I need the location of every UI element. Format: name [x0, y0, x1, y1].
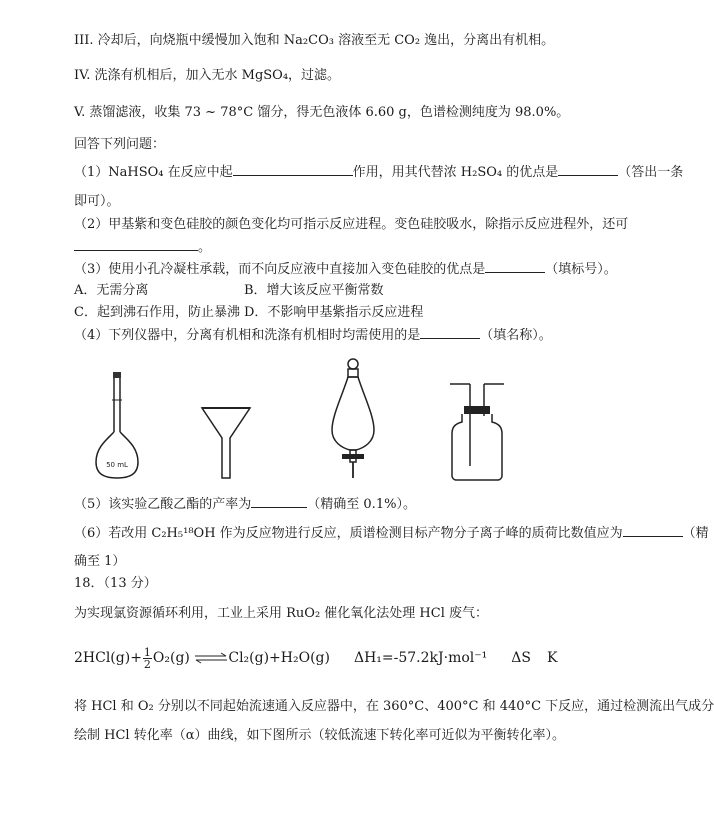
step-4: IV. 洗涤有机相后，加入无水 MgSO₄，过滤。 — [74, 68, 341, 83]
funnel-icon — [200, 404, 252, 480]
equation-oxygen: O₂(g) — [152, 650, 190, 666]
reaction-equation — [74, 644, 557, 672]
question-1-cont: 即可）。 — [74, 194, 120, 209]
answer-blank — [233, 163, 353, 176]
fraction-numerator: 1 — [143, 645, 151, 659]
question-3-option-b: B．增大该反应平衡常数 — [244, 283, 384, 298]
question-1-text-c: （答出一条 — [618, 165, 684, 180]
gas-washing-bottle-icon — [446, 376, 508, 482]
question-2: （2）甲基紫和变色硅胶的颜色变化均可指示反应进程。变色硅胶吸水，除指示反应进程外，还可 — [74, 217, 629, 232]
question-1-text-a: （1）NaHSO₄ 在反应中起 — [74, 165, 233, 180]
question-3-option-a: A．无需分离 — [74, 283, 149, 298]
equation-right: Cl₂(g)+H₂O(g) — [228, 650, 330, 666]
question-3-text-a: （3）使用小孔冷凝柱承载，而不向反应液中直接加入变色硅胶的优点是 — [74, 262, 486, 277]
flask-label: 50 mL — [106, 461, 128, 469]
question-3-option-d: D．不影响甲基紫指示反应进程 — [244, 305, 424, 320]
question-5 — [74, 495, 416, 514]
equilibrium-constant: K — [546, 650, 558, 666]
question-18-intro: 为实现氯资源循环利用，工业上采用 RuO₂ 催化氧化法处理 HCl 废气： — [74, 606, 489, 621]
question-2-cont — [74, 238, 211, 257]
step-5: V. 蒸馏滤液，收集 73 ~ 78°C 馏分，得无色液体 6.60 g，色谱检测纯度为 98.0%。 — [74, 105, 570, 120]
question-18-paragraph-1: 将 HCl 和 O₂ 分别以不同起始流速通入反应器中，在 360°C、400°C 和 440°C 下反应，通过检测流出气成分 — [74, 699, 714, 714]
question-6-text-a: （6）若改用 C₂H₅¹⁸OH 作为反应物进行反应，质谱检测目标产物分子离子峰的质荷比数值应为 — [74, 526, 623, 541]
equation-left: 2HCl(g)+ — [74, 650, 142, 666]
answer-blank — [420, 326, 480, 339]
volumetric-flask-icon — [88, 370, 148, 482]
answer-blank — [558, 163, 618, 176]
question-3-option-c: C．起到沸石作用，防止暴沸 — [74, 305, 240, 320]
question-1 — [74, 163, 683, 182]
fraction-denominator: 2 — [143, 657, 151, 671]
step-3: III. 冷却后，向烧瓶中缓慢加入饱和 Na₂CO₃ 溶液至无 CO₂ 逸出，分离出有机相。 — [74, 33, 555, 48]
answer-blank — [251, 495, 307, 508]
question-18-paragraph-2: 绘制 HCl 转化率（α）曲线，如下图所示（较低流速下转化率可近似为平衡转化率）。 — [74, 728, 565, 743]
answer-blank — [485, 260, 545, 273]
entropy-change: ΔS — [511, 650, 531, 666]
question-3 — [74, 260, 617, 279]
question-4-text-a: （4）下列仪器中，分离有机相和洗涤有机相时均需使用的是 — [74, 328, 421, 343]
equation-fraction — [143, 647, 152, 670]
question-6-text-b: （精 — [682, 526, 709, 541]
question-4-text-b: （填名称）。 — [480, 328, 552, 343]
question-2-text-b: 。 — [198, 240, 212, 255]
question-5-text-b: （精确至 0.1%）。 — [307, 497, 416, 512]
question-1-text-b: 作用，用其代替浓 H₂SO₄ 的优点是 — [352, 165, 559, 180]
enthalpy-change: ΔH₁=-57.2kJ·mol⁻¹ — [353, 650, 488, 666]
question-6 — [74, 524, 709, 543]
question-5-text-a: （5）该实验乙酸乙酯的产率为 — [74, 497, 252, 512]
answer-blank — [74, 238, 198, 251]
question-18-title: 18．（13 分） — [74, 576, 157, 591]
separatory-funnel-icon — [326, 356, 380, 482]
answer-blank — [623, 524, 683, 537]
equilibrium-arrows-icon — [194, 652, 228, 664]
question-4 — [74, 326, 552, 345]
prompt: 回答下列问题： — [74, 137, 166, 152]
question-3-text-b: （填标号）。 — [545, 262, 617, 277]
question-6-cont: 确至 1） — [74, 554, 126, 569]
